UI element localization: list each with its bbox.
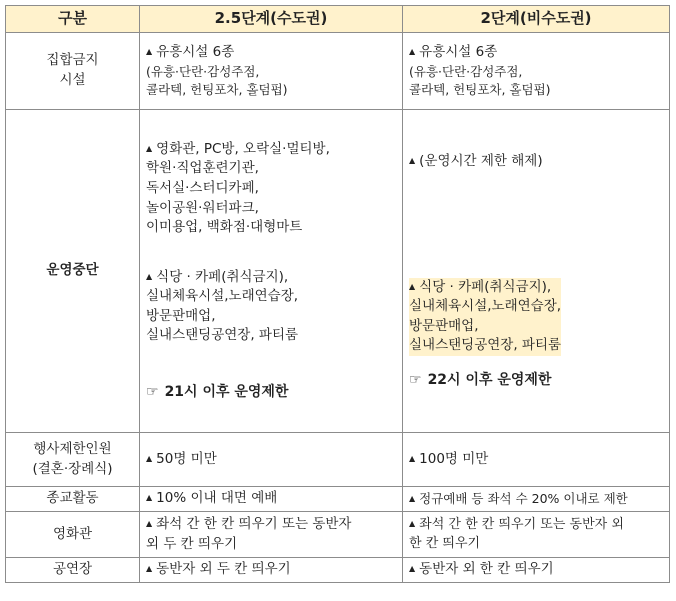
cell-level-2 [403,110,670,433]
cell-text: 콜라텍, 헌팅포차, 홀덤펍) [409,81,551,97]
cell-text: 동반자 외 한 칸 띄우기 [419,561,554,578]
category-line: 행사제한인원 [33,440,112,457]
cell-level-2-5 [140,33,403,110]
category-line: 집합금지 [46,52,99,69]
bullet-triangle-icon: ▲ [146,564,153,574]
row-category [6,33,140,110]
table-row [6,110,670,433]
bullet-triangle-icon: ▲ [409,453,416,463]
cell-text: 방문판매업, [146,307,216,324]
table-row [6,433,670,487]
bullet-triangle-icon: ▲ [146,143,153,153]
cell-text: 식당 · 카페(취식금지), [156,268,289,285]
cell-text: 영화관, PC방, 오락실·멀티방, [156,140,330,157]
header-level-2: 2단계(비수도권) [403,6,670,33]
cell-text: 동반자 외 두 칸 띄우기 [156,561,291,578]
bullet-triangle-icon: ▲ [146,518,153,528]
cell-text: 실내스탠딩공연장, 파티룸 [146,327,299,344]
header-row [6,6,670,33]
row-category: 운영중단 [6,110,140,433]
operation-limit-note: 21시 이후 운영제한 [164,383,289,400]
cell-text: 유흥시설 6종 [419,44,498,61]
cell-text: 콜라텍, 헌팅포차, 홀덤펍) [146,81,288,97]
bullet-triangle-icon: ▲ [146,453,153,463]
table-row [6,487,670,512]
cell-text: 100명 미만 [419,450,489,467]
cell-text: 실내스탠딩공연장, 파티룸 [409,337,562,354]
cell-text: 실내체육시설,노래연습장, [146,288,299,305]
header-level-2-5: 2.5단계(수도권) [140,6,403,33]
cell-level-2-5 [140,487,403,512]
pointing-hand-icon: ☞ [146,383,159,400]
bullet-triangle-icon: ▲ [409,493,416,503]
cell-text: 학원·직업훈련기관, [146,160,259,177]
cell-text: 놀이공원·워터파크, [146,199,259,216]
category-line: 시설 [59,72,86,88]
operation-limit-note: 22시 이후 운영제한 [427,371,552,388]
bullet-triangle-icon: ▲ [146,493,153,503]
category-line: (결혼·장례식) [32,460,113,477]
cell-text: (운영시간 제한 해제) [419,152,543,169]
cell-level-2-5 [140,433,403,487]
table-row [6,558,670,583]
cell-text: 좌석 간 한 칸 띄우기 또는 동반자 [156,515,352,532]
pointing-hand-icon: ☞ [409,371,422,388]
row-category [6,433,140,487]
cell-text: 50명 미만 [156,450,217,467]
cell-level-2 [403,33,670,110]
cell-level-2-5 [140,558,403,583]
cell-level-2 [403,512,670,558]
row-category: 종교활동 [6,487,140,512]
cell-text: 외 두 칸 띄우기 [146,535,238,552]
table-row [6,33,670,110]
cell-text: 식당 · 카페(취식금지), [419,278,552,295]
cell-level-2 [403,487,670,512]
highlighted-block [409,278,561,356]
policy-table [5,5,670,583]
bullet-triangle-icon: ▲ [409,281,416,291]
cell-text: 유흥시설 6종 [156,44,235,61]
cell-text: 이미용업, 백화점·대형마트 [146,219,303,236]
cell-text: 정규예배 등 좌석 수 20% 이내로 제한 [419,490,628,506]
cell-level-2-5 [140,110,403,433]
bullet-triangle-icon: ▲ [146,271,153,281]
cell-text: (유흥·단란·감성주점, [409,63,523,79]
row-category: 공연장 [6,558,140,583]
header-category: 구분 [6,6,140,33]
cell-level-2 [403,433,670,487]
cell-text: (유흥·단란·감성주점, [146,63,260,79]
bullet-triangle-icon: ▲ [146,47,153,57]
table-row [6,512,670,558]
cell-level-2 [403,558,670,583]
cell-text: 독서실·스터디카페, [146,179,259,196]
cell-text: 방문판매업, [409,317,479,334]
cell-text: 실내체육시설,노래연습장, [409,298,562,315]
bullet-triangle-icon: ▲ [409,47,416,57]
cell-text: 한 칸 띄우기 [409,535,481,551]
cell-text: 좌석 간 한 칸 띄우기 또는 동반자 외 [419,516,624,532]
bullet-triangle-icon: ▲ [409,564,416,574]
cell-text: 10% 이내 대면 예배 [156,490,278,507]
row-category: 영화관 [6,512,140,558]
cell-level-2-5 [140,512,403,558]
bullet-triangle-icon: ▲ [409,518,416,528]
bullet-triangle-icon: ▲ [409,155,416,165]
